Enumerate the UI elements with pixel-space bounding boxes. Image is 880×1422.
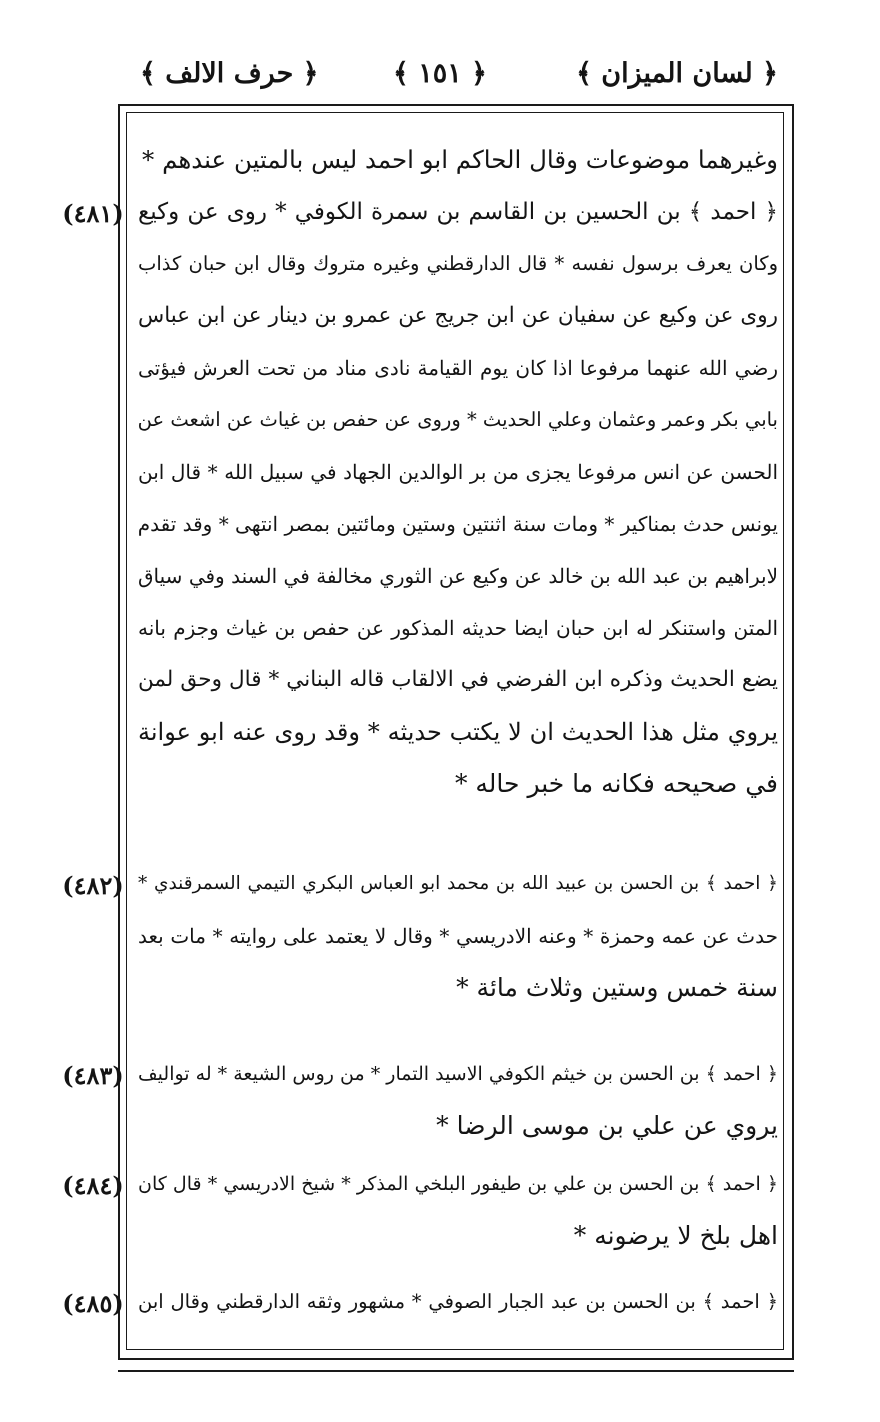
text-line-8: يونس حدث بمناكير * ومات سنة اثنتين وستين ومائتين بمصر انتهى * وقد تقدم: [138, 512, 778, 536]
text-line-2: ﴿ احمد ﴾ بن الحسين بن القاسم بن سمرة الكوفي * روى عن وكيع: [138, 199, 778, 225]
text-line-11: يضع الحديث وذكره ابن الفرضي في الالقاب قاله البناني * قال وحق لمن: [138, 667, 778, 692]
text-line-10: المتن واستنكر له ابن حبان ايضا حديثه المذكور عن حفص بن غياث وجزم بانه: [138, 616, 778, 640]
bottom-rule: [118, 1370, 794, 1372]
text-line-4: روى عن وكيع عن سفيان عن ابن جريج عن عمرو بن دينار عن ابن عباس: [138, 303, 778, 328]
entry-number-483: (٤٨٣): [62, 1061, 124, 1090]
text-line-17: ﴿ احمد ﴾ بن الحسن بن خيثم الكوفي الاسيد التمار * من روس الشيعة * له تواليف: [138, 1063, 778, 1085]
text-line-14: ﴿ احمد ﴾ بن الحسن بن عبيد الله بن محمد ابو العباس البكري التيمي السمرقندي *: [138, 873, 778, 894]
page-number: ﴿ ١٥١ ﴾: [393, 58, 487, 89]
text-line-15: حدث عن عمه وحمزة * وعنه الادريسي * وقال لا يعتمد على روايته * مات بعد: [138, 924, 778, 948]
text-line-16: سنة خمس وستين وثلاث مائة *: [456, 973, 778, 1002]
text-line-20: اهل بلخ لا يرضونه *: [573, 1221, 778, 1250]
text-line-6: بابي بكر وعمر وعثمان وعلي الحديث * وروى عن حفص بن غياث عن اشعث عن: [138, 408, 778, 431]
entry-number-481: (٤٨١): [62, 199, 124, 228]
book-title-header: ﴿ لسان الميزان ﴾: [576, 58, 778, 89]
text-line-5: رضي الله عنهما مرفوعا اذا كان يوم القيامة نادى مناد من تحت العرش فيؤتى: [138, 356, 778, 380]
text-line-13: في صحيحه فكانه ما خبر حاله *: [454, 769, 778, 798]
text-line-12: يروي مثل هذا الحديث ان لا يكتب حديثه * وقد روى عنه ابو عوانة: [138, 718, 778, 746]
text-line-19: ﴿ احمد ﴾ بن الحسن بن علي بن طيفور البلخي المذكر * شيخ الادريسي * قال كان: [138, 1173, 778, 1195]
section-header: ﴿ حرف الالف ﴾: [140, 58, 319, 89]
text-line-21: ﴿ احمد ﴾ بن الحسن بن عبد الجبار الصوفي * مشهور وثقه الدارقطني وقال ابن: [138, 1290, 778, 1313]
text-line-1: وغيرهما موضوعات وقال الحاكم ابو احمد ليس بالمتين عندهم *: [142, 145, 778, 174]
text-line-3: وكان يعرف برسول نفسه * قال الدارقطني وغيره متروك وقال ابن حبان كذاب: [138, 252, 778, 275]
entry-number-485: (٤٨٥): [62, 1289, 124, 1318]
entry-number-482: (٤٨٢): [62, 871, 124, 900]
text-line-18: يروي عن علي بن موسى الرضا *: [436, 1111, 778, 1140]
text-line-7: الحسن عن انس مرفوعا يجزى من بر الوالدين الجهاد في سبيل الله * قال ابن: [138, 460, 778, 484]
text-line-9: لابراهيم بن عبد الله بن خالد عن وكيع عن الثوري مخالفة في السند وفي سياق: [138, 564, 778, 588]
entry-number-484: (٤٨٤): [62, 1171, 124, 1200]
